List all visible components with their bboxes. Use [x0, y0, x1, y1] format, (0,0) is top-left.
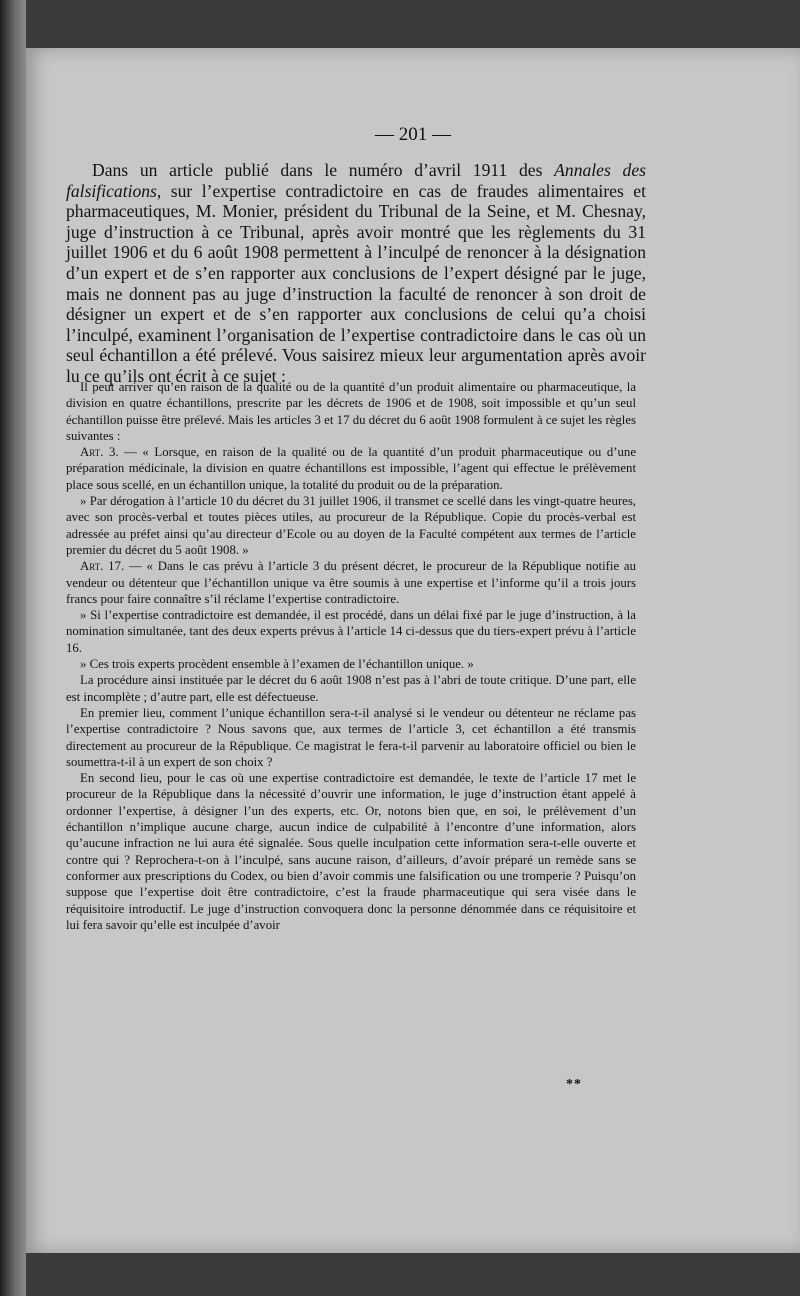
journal-title: Annales des falsifications: [66, 160, 646, 201]
intro-text: [66, 160, 646, 387]
page-number: — 201 —: [375, 124, 451, 145]
article-3-text: — « Lorsque, en raison de la qualité ou de la quantité d’un produit pharmaceutique ou d’une préparation médicinale, la division en quatre échantillons est impossible, l’agent qui effectue le prélèvement place sous scellé, en un échantillon unique, la totalité du produit ou de la préparation.: [66, 445, 636, 492]
quote-paragraph: » Si l’expertise contradictoire est demandée, il est procédé, dans un délai fixé par le juge d’instruction, à la nomination simultanée, tant des deux experts prévus à l’article 14 ci-dessus que du tiers-expert prévu à l’article 16.: [66, 608, 636, 655]
quoted-article: [66, 379, 636, 933]
article-3-label: Art. 3.: [80, 445, 119, 460]
article-17-label: Art. 17.: [80, 559, 125, 574]
quote-paragraph: Il peut arriver qu’en raison de la qualité ou de la quantité d’un produit alimentaire ou pharmaceutique, la division en quatre échantillons, prescrite par les décrets de 1906 et de 1908, soit impossible et qu’un seul échantillon puisse être prélevé. Mais les articles 3 et 17 du décret du 6 août 1908 formulent à ce sujet les règles suivantes :: [66, 380, 636, 443]
quote-paragraph: En premier lieu, comment l’unique échantillon sera-t-il analysé si le vendeur ou détenteur ne réclame pas l’expertise contradictoire ? Nous savons que, aux termes de l’article 3, cet échantillon a été transmis directement au procureur de la République. Ce magistrat le fera-t-il parvenir au laboratoire officiel ou bien le soumettra-t-il à un expert de son choix ?: [66, 705, 636, 769]
intro-lead: Dans un article publié dans le numéro d’avril 1911 des: [92, 160, 555, 180]
quote-paragraph: La procédure ainsi instituée par le décret du 6 août 1908 n’est pas à l’abri de toute critique. D’une part, elle est incomplète ; d’autre part, elle est défectueuse.: [66, 673, 636, 704]
article-3-paragraph: [66, 444, 636, 493]
intro-rest: , sur l’expertise contradictoire en cas de fraudes alimentaires et pharmaceutiques, M. Monier, président du Tribunal de la Seine, et M. Chesnay, juge d’instruction à ce Tribunal, après avoir montré que les règlements du 31 juillet 1906 et du 6 août 1908 permettent à l’inculpé de renoncer à la désignation d’un expert et de s’en rapporter aux conclusions de l’expert désigné par le juge, mais ne donnent pas au juge d’instruction la faculté de renoncer à son droit de désigner un expert et de s’en rapporter aux conclusions de celui qu’a choisi l’inculpé, examinent l’organisation de l’expertise contradictoire dans le cas où un seul échantillon a été prélevé. Vous saisirez mieux leur argumentation après avoir lu ce qu’ils ont écrit à ce sujet :: [66, 180, 646, 386]
signature-mark: **: [566, 1077, 582, 1092]
quote-paragraph: » Par dérogation à l’article 10 du décret du 31 juillet 1906, il transmet ce scellé dans les vingt-quatre heures, avec son procès-verbal et toutes pièces utiles, au procureur de la République. Copie du procès-verbal est adressée au préfet ainsi qu’au directeur d’Ecole ou au doyen de la Faculté compétent aux termes de l’article premier du décret du 5 août 1908. »: [66, 494, 636, 557]
quote-paragraph: » Ces trois experts procèdent ensemble à l’examen de l’échantillon unique. »: [80, 657, 474, 672]
intro-paragraph: [66, 160, 646, 387]
quote-paragraph: En second lieu, pour le cas où une expertise contradictoire est demandée, le texte de l’article 17 met le procureur de la République dans la nécessité d’ouvrir une information, le juge d’instruction étant appelé à ordonner l’expertise, à désigner l’un des experts, etc. Or, notons bien que, en soi, le prélèvement d’un échantillon n’implique aucune charge, aucun indice de culpabilité à l’encontre d’une information, alors qu’aucune infraction ne lui aura été signalée. Sous quelle inculpation cette information sera-t-elle ouverte et contre qui ? Reprochera-t-on à l’inculpé, sans aucune raison, d’ailleurs, d’avoir préparé un remède sans se conformer aux prescriptions du Codex, ou bien d’avoir commis une falsification ou une tromperie ? Puisqu’on suppose que l’expertise doit être contradictoire, c’est la fraude pharmaceutique qui sera visée dans le réquisitoire introductif. Le juge d’instruction convoquera donc la personne dénommée dans ce réquisitoire et lui fera savoir qu’elle est inculpée d’avoir: [66, 771, 636, 932]
book-binding-edge: [0, 0, 26, 1296]
book-page: [26, 48, 800, 1253]
article-17-paragraph: [66, 558, 636, 607]
article-17-text: — « Dans le cas prévu à l’article 3 du présent décret, le procureur de la République notifie au vendeur ou détenteur que l’échantillon unique va être soumis à une expertise et l’informe qu’il a trois jours francs pour faire connaître s’il réclame l’expertise contradictoire.: [66, 559, 636, 606]
